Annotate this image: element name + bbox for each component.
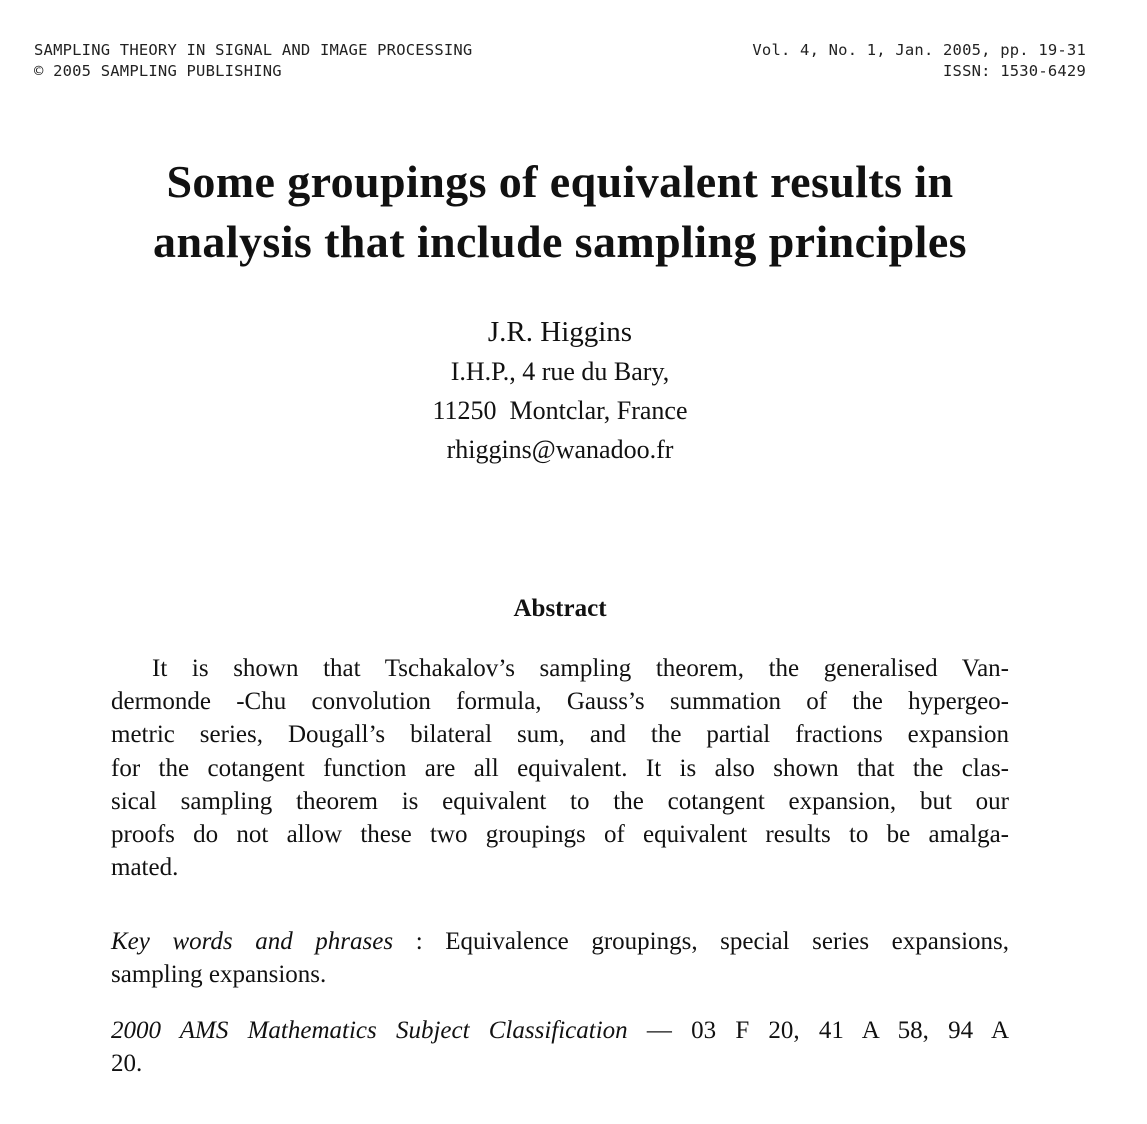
copyright-notice: © 2005 SAMPLING PUBLISHING <box>34 62 282 80</box>
ams-codes-part-2: 20. <box>111 1050 143 1077</box>
ams-codes-part-1: — 03 F 20, 41 A 58, 94 A <box>627 1017 1009 1044</box>
keywords-section <box>111 925 1009 991</box>
issn: ISSN: 1530-6429 <box>943 62 1086 80</box>
author-name: J.R. Higgins <box>487 316 633 348</box>
author-address-line-2: 11250 Montclar, France <box>432 396 688 425</box>
abstract-heading: Abstract <box>513 595 607 622</box>
author-block <box>0 312 1120 469</box>
abstract-line: dermonde -Chu convolution formula, Gauss’s summation of the hypergeo- <box>111 688 1009 716</box>
journal-name: SAMPLING THEORY IN SIGNAL AND IMAGE PROCESSING <box>34 41 473 59</box>
abstract-line: proofs do not allow these two groupings of equivalent results to be amalga- <box>111 821 1009 849</box>
ams-classification <box>111 1014 1009 1080</box>
abstract-line: mated. <box>111 854 179 882</box>
abstract-line: It is shown that Tschakalov’s sampling theorem, the generalised Van- <box>152 655 1009 682</box>
keywords-list-part-2: sampling expansions. <box>111 961 327 988</box>
keywords-line-1 <box>111 925 1009 958</box>
title-line-2: analysis that include sampling principles <box>153 216 967 267</box>
abstract-line: metric series, Dougall’s bilateral sum, and the partial fractions expansion <box>111 721 1009 749</box>
header-row-top <box>34 40 1086 61</box>
author-email: rhiggins@wanadoo.fr <box>446 435 674 464</box>
title-line-1: Some groupings of equivalent results in <box>166 156 954 207</box>
abstract-line: sical sampling theorem is equivalent to the cotangent expansion, but our <box>111 787 1009 815</box>
keywords-list-part-1: : Equivalence groupings, special series expansions, <box>393 928 1010 955</box>
keywords-label: Key words and phrases <box>111 928 394 955</box>
abstract-body <box>111 652 1009 884</box>
abstract-line: for the cotangent function are all equivalent. It is also shown that the clas- <box>111 754 1009 782</box>
running-header <box>34 40 1086 82</box>
paper-title <box>0 152 1120 272</box>
ams-line-1 <box>111 1014 1009 1047</box>
author-address-line-1: I.H.P., 4 rue du Bary, <box>450 357 670 386</box>
ams-label: 2000 AMS Mathematics Subject Classification <box>111 1017 628 1044</box>
header-row-bottom <box>34 61 1086 82</box>
volume-info: Vol. 4, No. 1, Jan. 2005, pp. 19-31 <box>752 41 1086 59</box>
